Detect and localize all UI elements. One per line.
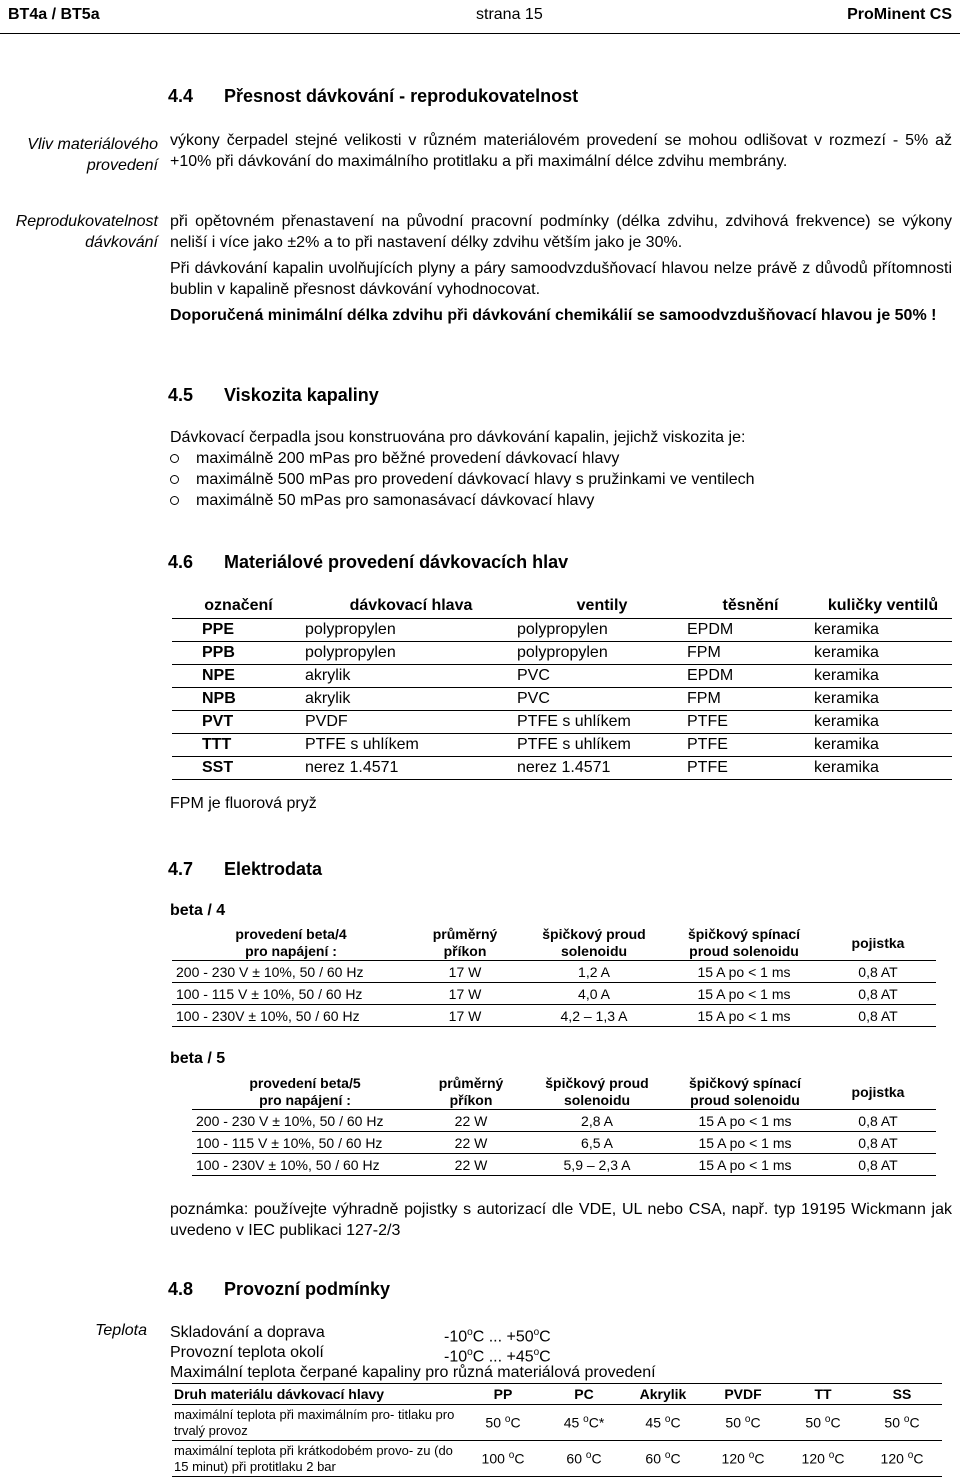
degree-sign: o (664, 1450, 671, 1462)
temp-value: 50 (725, 1414, 741, 1431)
degree-sign: o (824, 1414, 831, 1426)
table-cell: 6,5 A (524, 1132, 670, 1154)
section-title: Viskozita kapaliny (224, 385, 379, 405)
section-number: 4.5 (168, 385, 194, 405)
temp-unit: C (754, 1450, 765, 1467)
table-cell: 100 - 115 V ± 10%, 50 / 60 Hz (172, 983, 410, 1005)
header-line: provedení beta/5 (249, 1075, 361, 1091)
table-row (172, 665, 952, 688)
temperature-cell (784, 1405, 862, 1441)
temperature-cell (862, 1441, 942, 1477)
table-row (172, 711, 952, 734)
table-cell: 22 W (418, 1132, 524, 1154)
degree-sign: o (533, 1347, 540, 1358)
material-table (172, 594, 952, 780)
header-line: příkon (449, 1092, 493, 1108)
table-cell: keramika (814, 644, 879, 661)
table-row (192, 1110, 936, 1132)
range-unit: C (539, 1328, 551, 1346)
section-number: 4.4 (168, 86, 194, 106)
temperature-cell (702, 1441, 784, 1477)
column-header (520, 926, 668, 961)
table-cell: keramika (814, 690, 879, 707)
storage-label: Skladování a doprava (170, 1324, 325, 1341)
table-cell: 200 - 230 V ± 10%, 50 / 60 Hz (192, 1110, 418, 1132)
table-cell: PTFE (687, 736, 728, 753)
section-4-8-heading (168, 1279, 390, 1300)
table-cell: 0,8 AT (820, 983, 936, 1005)
table-cell: EPDM (687, 667, 734, 684)
column-header (172, 926, 410, 961)
temperature-cell (544, 1441, 624, 1477)
header-line: pro napájení : (245, 943, 337, 959)
list-item (168, 469, 755, 490)
table-cell: keramika (814, 713, 879, 730)
row-label: maximální teplota při krátkodobém provo- zu (do 15 minut) při protitlaku 2 bar (172, 1441, 462, 1477)
range-to: C ... +45 (472, 1348, 534, 1366)
section-title: Provozní podmínky (224, 1279, 391, 1299)
table-cell: 15 A po < 1 ms (668, 961, 820, 983)
header-line: proud solenoidu (689, 943, 799, 959)
bullet-icon (170, 475, 179, 484)
degree-sign: o (828, 1450, 835, 1462)
temp-value: 50 (485, 1414, 501, 1431)
section-4-4-heading (168, 86, 578, 107)
list-item (168, 448, 755, 469)
temperature-cell (544, 1405, 624, 1441)
material-code: NPE (202, 667, 235, 684)
material-code: NPB (202, 690, 236, 707)
section-4-6-heading (168, 552, 568, 573)
column-header (418, 1075, 524, 1110)
beta4-label: beta / 4 (170, 902, 226, 919)
column-header (670, 1075, 820, 1110)
section-number: 4.6 (168, 552, 194, 572)
table-cell: akrylik (305, 667, 351, 684)
column-header: ventily (517, 594, 687, 619)
table-cell: 0,8 AT (820, 1110, 936, 1132)
header-line: provedení beta/4 (235, 926, 347, 942)
table-cell: nerez 1.4571 (305, 759, 399, 776)
temp-unit: C (830, 1414, 841, 1431)
table-cell: polypropylen (517, 644, 608, 661)
table-row (172, 688, 952, 711)
degree-sign: o (504, 1414, 511, 1426)
table-row (172, 619, 952, 642)
table-cell: PVDF (305, 713, 348, 730)
paragraph-recommended: Doporučená minimální délka zdvihu při dávkování chemikálií se samoodvzdušňovací hlavou je 50% ! (170, 307, 937, 324)
temperature-cell (624, 1441, 702, 1477)
degree-sign: o (467, 1347, 473, 1358)
ambient-label: Provozní teplota okolí (170, 1344, 324, 1361)
table-row (192, 1154, 936, 1176)
table-header-row (192, 1075, 936, 1110)
list-item-text: maximálně 500 mPas pro provedení dávkovací hlavy s pružinkami ve ventilech (196, 471, 755, 488)
temp-value: 60 (566, 1450, 582, 1467)
degree-sign: o (533, 1327, 540, 1338)
section-4-5-heading (168, 385, 379, 406)
table-cell: PTFE s uhlíkem (517, 713, 631, 730)
temp-unit: C (750, 1414, 761, 1431)
header-center: strana 15 (476, 6, 543, 23)
temp-unit: C (510, 1414, 521, 1431)
section-title: Přesnost dávkování - reprodukovatelnost (224, 86, 579, 106)
viscosity-list (168, 448, 755, 511)
header-line: špičkový proud (545, 1075, 649, 1091)
temperature-cell (624, 1405, 702, 1441)
temp-value: 50 (805, 1414, 821, 1431)
degree-sign: o (583, 1414, 589, 1426)
table-cell: polypropylen (305, 644, 396, 661)
material-code: TTT (202, 736, 232, 753)
table-cell: 22 W (418, 1154, 524, 1176)
table-row (172, 1441, 942, 1477)
temp-unit: C (514, 1450, 525, 1467)
row-label: maximální teplota při maximálním pro- titlaku pro trvalý provoz (172, 1405, 462, 1441)
degree-sign: o (664, 1414, 671, 1426)
table-cell: EPDM (687, 621, 734, 638)
degree-sign: o (585, 1450, 592, 1462)
temperature-cell (702, 1405, 784, 1441)
column-header: Druh materiálu dávkovací hlavy (172, 1384, 462, 1405)
side-label-temperature: Teplota (95, 1322, 147, 1339)
table-row (172, 642, 952, 665)
table-cell: 100 - 230V ± 10%, 50 / 60 Hz (172, 1005, 410, 1027)
beta5-table (192, 1075, 936, 1176)
column-header: označení (172, 594, 305, 619)
degree-sign: o (744, 1414, 751, 1426)
table-cell: 200 - 230 V ± 10%, 50 / 60 Hz (172, 961, 410, 983)
header-line: solenoidu (560, 943, 628, 959)
header-line: proud solenoidu (690, 1092, 800, 1108)
temperature-cell (862, 1405, 942, 1441)
column-header (192, 1075, 418, 1110)
table-cell: PVC (517, 667, 550, 684)
temp-unit: C (670, 1414, 681, 1431)
max-temp-label: Maximální teplota čerpané kapaliny pro různá materiálová provedení (170, 1364, 656, 1381)
header-line: průměrný (438, 1075, 504, 1091)
temp-unit: C (909, 1414, 920, 1431)
paragraph-material: výkony čerpadel stejné velikosti v různém materiálovém provedení se mohou odlišovat v rozmezí - 5% až +10% při dávkování do maximálního protitlaku a při maximální délce zdvihu membrány. (170, 132, 952, 170)
column-header: PVDF (702, 1384, 784, 1405)
table-cell: 4,0 A (520, 983, 668, 1005)
table-row (192, 1132, 936, 1154)
temp-value: 50 (884, 1414, 900, 1431)
table-row (172, 734, 952, 757)
temp-value: 100 (481, 1450, 505, 1467)
temp-unit: C (834, 1450, 845, 1467)
side-label-reproducibility (0, 211, 158, 253)
paragraph-reproducibility: při opětovném přenastavení na původní pracovní podmínky (délka zdvihu, zdvihová frekvence) se výkony neliší i více jako ±2% a to při nastavení délky zdvihu větším jako je 30%. (170, 213, 952, 251)
table-row (172, 1405, 942, 1441)
column-header (668, 926, 820, 961)
degree-sign: o (467, 1327, 473, 1338)
header-line: špičkový spínací (687, 926, 801, 942)
header-line: pro napájení : (259, 1092, 351, 1108)
beta4-table (172, 926, 936, 1027)
section-number: 4.7 (168, 859, 194, 879)
table-cell: keramika (814, 759, 879, 776)
table-cell: FPM (687, 644, 721, 661)
material-code: SST (202, 759, 234, 776)
temp-unit: C (591, 1450, 602, 1467)
temp-value: 45 (563, 1414, 580, 1431)
viscosity-intro: Dávkovací čerpadla jsou konstruována pro dávkování kapalin, jejichž viskozita je: (170, 429, 746, 446)
table-cell: PTFE (687, 713, 728, 730)
section-4-7-heading (168, 859, 322, 880)
temperature-cell (462, 1405, 544, 1441)
table-cell: 15 A po < 1 ms (670, 1132, 820, 1154)
bullet-icon (170, 454, 179, 463)
bullet-icon (170, 496, 179, 505)
table-cell: 0,8 AT (820, 1005, 936, 1027)
table-cell: akrylik (305, 690, 351, 707)
section-title: Materiálové provedení dávkovacích hlav (224, 552, 569, 572)
material-code: PVT (202, 713, 234, 730)
column-header: dávkovací hlava (305, 594, 517, 619)
table-cell: 22 W (418, 1110, 524, 1132)
table-cell: PTFE s uhlíkem (517, 736, 631, 753)
table-cell: FPM (687, 690, 721, 707)
degree-sign: o (907, 1450, 914, 1462)
material-code: PPB (202, 644, 235, 661)
range-from: -10 (444, 1328, 468, 1346)
table-cell: polypropylen (517, 621, 608, 638)
column-header: TT (784, 1384, 862, 1405)
column-header (524, 1075, 670, 1110)
table-cell: 2,8 A (524, 1110, 670, 1132)
temperature-cell (784, 1441, 862, 1477)
table-row (172, 1005, 936, 1027)
temperature-table (172, 1383, 942, 1477)
table-cell: 5,9 – 2,3 A (524, 1154, 670, 1176)
table-cell: PVC (517, 690, 550, 707)
temp-unit: C (670, 1450, 681, 1467)
list-item (168, 490, 755, 511)
table-cell: polypropylen (305, 621, 396, 638)
table-header-row (172, 926, 936, 961)
header-line: příkon (443, 943, 487, 959)
table-cell: nerez 1.4571 (517, 759, 611, 776)
column-header: pojistka (851, 1083, 905, 1100)
table-header-row (172, 594, 952, 619)
table-cell: 17 W (410, 1005, 520, 1027)
table-header-row (172, 1384, 942, 1405)
header-line: průměrný (432, 926, 498, 942)
table-cell: 15 A po < 1 ms (670, 1110, 820, 1132)
column-header: kuličky ventilů (814, 594, 952, 619)
section-title: Elektrodata (224, 859, 323, 879)
material-code: PPE (202, 621, 235, 638)
list-item-text: maximálně 50 mPas pro samonasávací dávkovací hlavy (196, 492, 595, 509)
table-cell: 1,2 A (520, 961, 668, 983)
column-header: Akrylik (624, 1384, 702, 1405)
temp-value: 60 (645, 1450, 661, 1467)
table-cell: 100 - 115 V ± 10%, 50 / 60 Hz (192, 1132, 418, 1154)
table-cell: keramika (814, 736, 879, 753)
temp-value: 45 (645, 1414, 661, 1431)
table-cell: 17 W (410, 961, 520, 983)
table-cell: 100 - 230V ± 10%, 50 / 60 Hz (192, 1154, 418, 1176)
column-header: PC (544, 1384, 624, 1405)
header-right: ProMinent CS (847, 6, 952, 23)
range-to: C ... +50 (472, 1328, 534, 1346)
side-label-material: Vliv materiálového provedení (27, 136, 158, 174)
column-header (410, 926, 520, 961)
beta5-label: beta / 5 (170, 1050, 226, 1067)
header-left: BT4a / BT5a (8, 6, 100, 23)
range-from: -10 (444, 1348, 468, 1366)
side-label-line1: Reprodukovatelnost (15, 213, 158, 230)
header-line: solenoidu (563, 1092, 631, 1108)
table-cell: 15 A po < 1 ms (668, 1005, 820, 1027)
header-line: špičkový spínací (688, 1075, 802, 1091)
temperature-cell (462, 1441, 544, 1477)
fuse-note: poznámka: používejte výhradně pojistky s autorizací dle VDE, UL nebo CSA, např. typ 19195 Wickmann jak uvedeno v IEC publikaci 127-2/3 (170, 1201, 952, 1239)
footnote-mark: * (598, 1414, 605, 1431)
header-line: špičkový proud (542, 926, 646, 942)
table-row (172, 961, 936, 983)
table-cell: 17 W (410, 983, 520, 1005)
list-item-text: maximálně 200 mPas pro běžné provedení dávkovací hlavy (196, 450, 620, 467)
side-label-line2: dávkování (85, 234, 158, 251)
table-cell: 0,8 AT (820, 961, 936, 983)
temp-value: 120 (880, 1450, 904, 1467)
column-header: těsnění (687, 594, 814, 619)
range-unit: C (539, 1348, 551, 1366)
table-cell: 15 A po < 1 ms (668, 983, 820, 1005)
table-cell: 4,2 – 1,3 A (520, 1005, 668, 1027)
table-cell: 15 A po < 1 ms (670, 1154, 820, 1176)
header-rule (0, 33, 960, 34)
temp-value: 120 (801, 1450, 825, 1467)
section-number: 4.8 (168, 1279, 194, 1299)
temp-value: 120 (721, 1450, 745, 1467)
column-header: PP (462, 1384, 544, 1405)
table-row (172, 757, 952, 780)
table-cell: PTFE s uhlíkem (305, 736, 419, 753)
table-cell: 0,8 AT (820, 1154, 936, 1176)
column-header: pojistka (851, 934, 905, 951)
table-cell: keramika (814, 621, 879, 638)
degree-sign: o (508, 1450, 515, 1462)
fpm-note: FPM je fluorová pryž (170, 795, 317, 812)
table-cell: 0,8 AT (820, 1132, 936, 1154)
column-header: SS (862, 1384, 942, 1405)
table-cell: keramika (814, 667, 879, 684)
degree-sign: o (748, 1450, 755, 1462)
temp-unit: C (913, 1450, 924, 1467)
table-row (172, 983, 936, 1005)
temp-unit: C (588, 1414, 599, 1431)
table-cell: PTFE (687, 759, 728, 776)
degree-sign: o (903, 1414, 910, 1426)
paragraph-gas: Při dávkování kapalin uvolňujících plyny a páry samoodvzdušňovací hlavou nelze právě z důvodů přítomnosti bublin v kapalině přesnost dávkování vyhodnocovat. (170, 260, 952, 298)
